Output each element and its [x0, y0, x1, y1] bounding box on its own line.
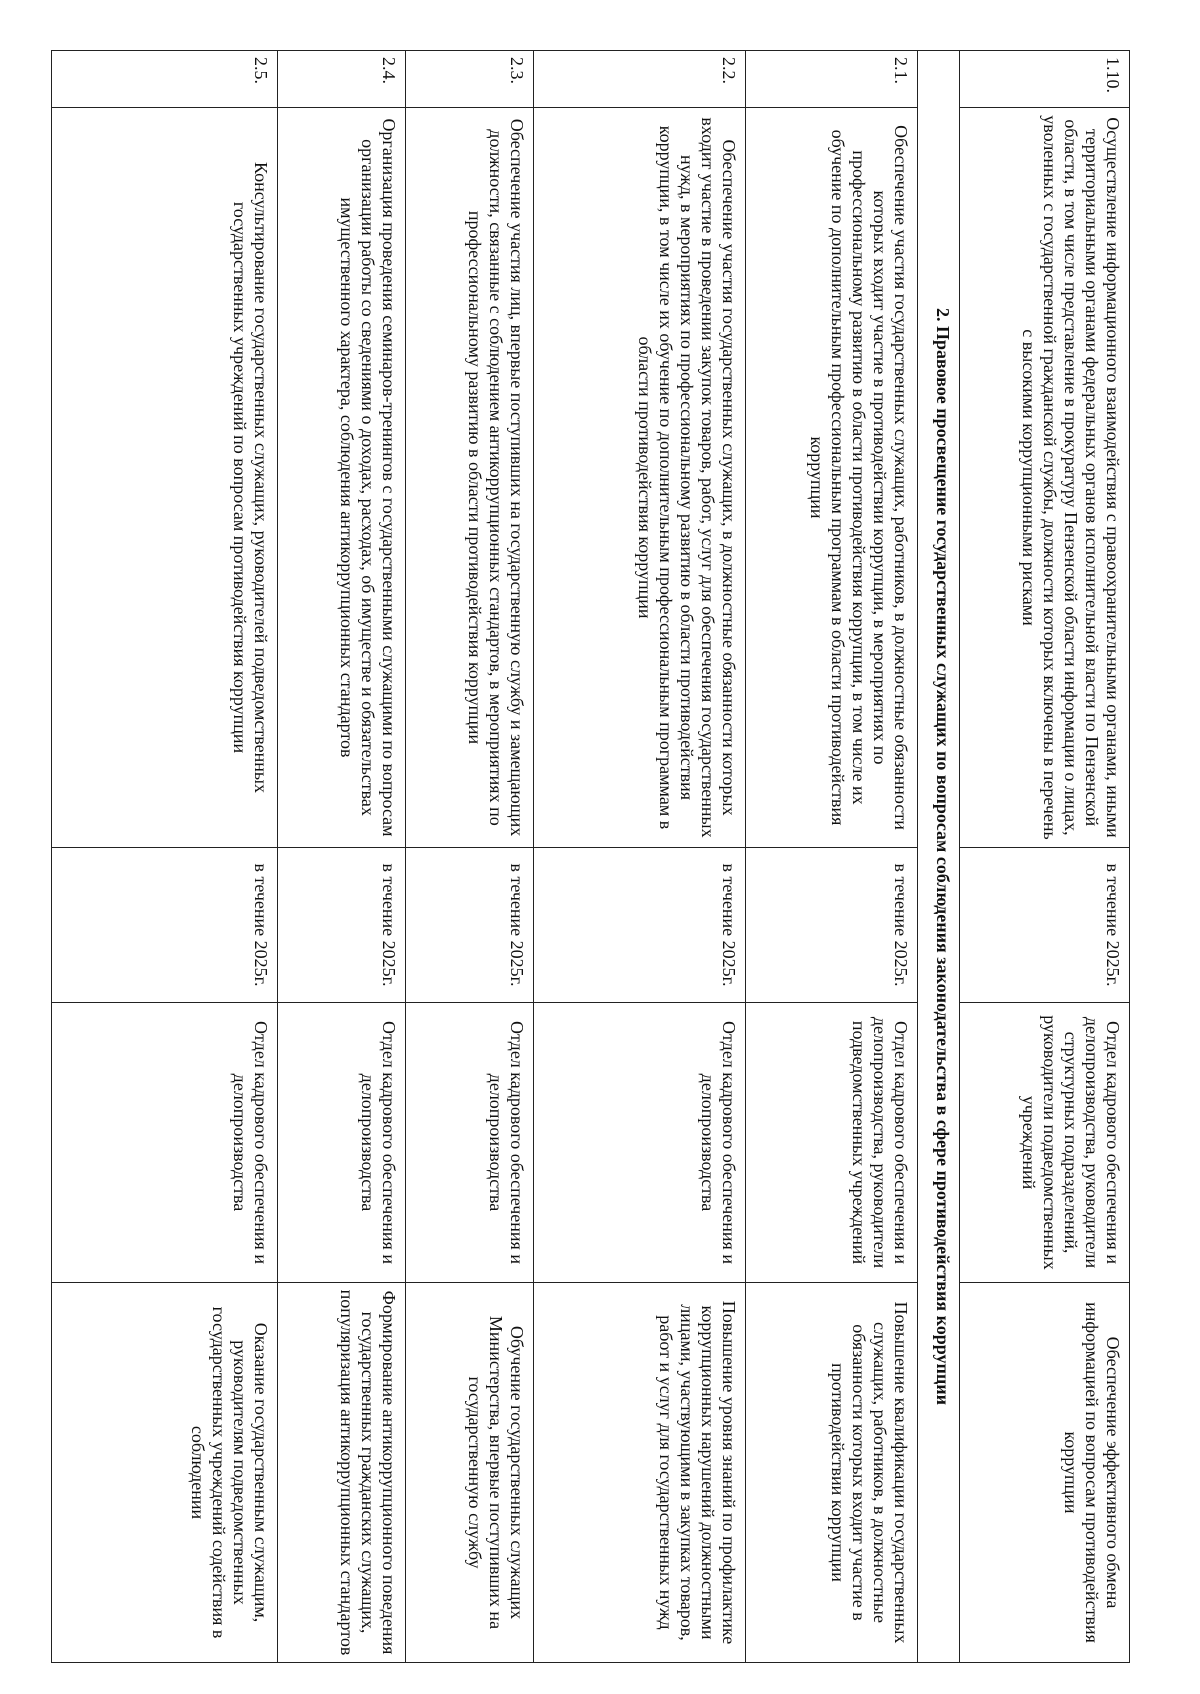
responsible-cell: Отдел кадрового обеспечения и делопроизводства — [406, 1003, 534, 1283]
rotated-document-page — [52, 50, 1130, 1662]
section-title: 2. Правовое просвещение государственных служащих по вопросам соблюдения законодательства в сфере противодействия коррупции — [918, 51, 960, 1663]
term-cell: в течение 2025г. — [406, 848, 534, 1003]
action-cell: Обеспечение участия государственных служащих, в должностные обязанности которых входит участие в проведении закупок товаров, работ, услуг для обеспечения государственных нужд, в мероприятиях по профессиональному развитию в области противодействия коррупции, в том числе их обучение по дополнительным профессиональным программам в области противодействия коррупции — [534, 108, 746, 848]
table-row — [406, 51, 534, 1663]
responsible-cell: Отдел кадрового обеспечения и делопроизводства — [278, 1003, 406, 1283]
responsible-cell: Отдел кадрового обеспечения и делопроизводства — [534, 1003, 746, 1283]
term-cell: в течение 2025г. — [746, 848, 918, 1003]
row-number: 2.1. — [746, 51, 918, 108]
row-number: 2.3. — [406, 51, 534, 108]
action-cell: Осуществление информационного взаимодействия с правоохранительными органами, иными территориальными органами федеральных органов исполнительной власти по Пензенской области, в том числе представление в прокуратуру Пензенской области информации о лицах, уволенных с государственной гражданской службы, должности которых включены в перечень с высокими коррупционными рисками — [960, 108, 1130, 848]
table-row — [278, 51, 406, 1663]
table-row — [52, 51, 278, 1663]
row-number: 2.2. — [534, 51, 746, 108]
table-row — [960, 51, 1130, 1663]
result-cell: Повышение уровня знаний по профилактике коррупционных нарушений должностными лицами, участвующими в закупках товаров, работ и услуг для государственных нужд — [534, 1283, 746, 1663]
action-cell: Организация проведения семинаров-тренингов с государственными служащими по вопросам организации работы со сведениями о доходах, расходах, об имуществе и обязательствах имущественного характера, соблюдения антикоррупционных стандартов — [278, 108, 406, 848]
row-number: 2.4. — [278, 51, 406, 108]
result-cell: Оказание государственным служащим, руководителям подведомственных государственных учреждений содействия в соблюдении — [52, 1283, 278, 1663]
action-cell: Консультирование государственных служащих, руководителей подведомственных государственных учреждений по вопросам противодействия коррупции — [52, 108, 278, 848]
responsible-cell: Отдел кадрового обеспечения и делопроизводства, руководители подведомственных учреждений — [746, 1003, 918, 1283]
result-cell: Обучение государственных служащих Министерства, впервые поступивших на государственную службу — [406, 1283, 534, 1663]
row-number: 1.10. — [960, 51, 1130, 108]
table-row — [534, 51, 746, 1663]
term-cell: в течение 2025г. — [960, 848, 1130, 1003]
action-cell: Обеспечение участия лиц, впервые поступивших на государственную службу и замещающих должности, связанные с соблюдением антикоррупционных стандартов, в мероприятиях по профессиональному развитию в области противодействия коррупции — [406, 108, 534, 848]
responsible-cell: Отдел кадрового обеспечения и делопроизводства — [52, 1003, 278, 1283]
result-cell: Формирование антикоррупционного поведения государственных гражданских служащих, популяризация антикоррупционных стандартов — [278, 1283, 406, 1663]
anticorruption-plan-table — [51, 50, 1130, 1663]
term-cell: в течение 2025г. — [52, 848, 278, 1003]
result-cell: Повышение квалификации государственных служащих, работников, в должностные обязанности которых входит участие в противодействии коррупции — [746, 1283, 918, 1663]
term-cell: в течение 2025г. — [278, 848, 406, 1003]
section-heading-row — [918, 51, 960, 1663]
term-cell: в течение 2025г. — [534, 848, 746, 1003]
row-number: 2.5. — [52, 51, 278, 108]
action-cell: Обеспечение участия государственных служащих, работников, в должностные обязанности которых входит участие в противодействии коррупции, в мероприятиях по профессиональному развитию в области противодействия коррупции, в том числе их обучение по дополнительным профессиональным программам в области противодействия коррупции — [746, 108, 918, 848]
result-cell: Обеспечение эффективного обмена информацией по вопросам противодействия коррупции — [960, 1283, 1130, 1663]
responsible-cell: Отдел кадрового обеспечения и делопроизводства, руководители структурных подразделений, руководители подведомственных учреждений — [960, 1003, 1130, 1283]
table-row — [746, 51, 918, 1663]
